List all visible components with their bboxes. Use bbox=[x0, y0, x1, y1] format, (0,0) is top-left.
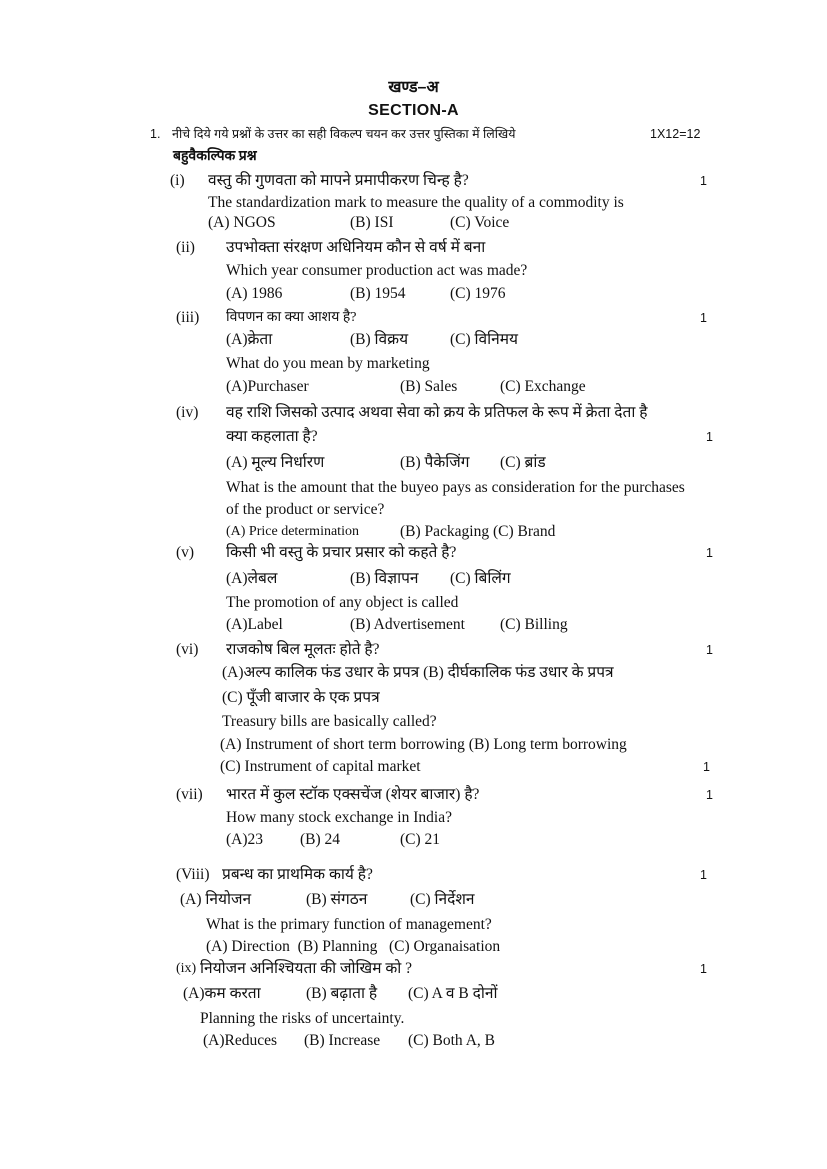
question-mark: 1 bbox=[700, 868, 707, 882]
option: (A) NGOS bbox=[208, 214, 276, 231]
option: (B) Advertisement bbox=[350, 616, 465, 633]
instruction-number: 1. bbox=[150, 127, 161, 141]
question-mark: 1 bbox=[706, 643, 713, 657]
option: (A) मूल्य निर्धारण bbox=[226, 454, 325, 471]
instruction-marks: 1X12=12 bbox=[650, 127, 701, 141]
question-number: (iv) bbox=[176, 404, 199, 421]
option: (C) विनिमय bbox=[450, 331, 519, 348]
option: (C) ब्रांड bbox=[500, 454, 546, 471]
option: (B) ISI bbox=[350, 214, 394, 231]
section-title: SECTION-A bbox=[368, 102, 459, 119]
option: (A) Instrument of short term borrowing (B) Long term borrowing bbox=[220, 736, 627, 753]
option: (B) 24 bbox=[300, 831, 341, 848]
option: (A)Reduces bbox=[203, 1032, 278, 1049]
question-mark: 1 bbox=[700, 962, 707, 976]
option: (C) Billing bbox=[500, 616, 568, 633]
question-number: (Viii) bbox=[176, 866, 210, 883]
option: (A) नियोजन bbox=[180, 891, 252, 908]
question-hindi: विपणन का क्या आशय है? bbox=[226, 310, 357, 325]
option: (B) Packaging (C) Brand bbox=[400, 523, 556, 540]
question-english: What is the amount that the buyeo pays as consideration for the purchases bbox=[226, 479, 685, 496]
option: (A) 1986 bbox=[226, 285, 283, 302]
option: (C) Both A, B bbox=[408, 1032, 495, 1049]
question-english: What do you mean by marketing bbox=[226, 355, 430, 372]
option: (A)कम करता bbox=[183, 985, 261, 1002]
question-english: The standardization mark to measure the quality of a commodity is bbox=[208, 194, 624, 211]
question-mark: 1 bbox=[706, 430, 713, 444]
option: (A)क्रेता bbox=[226, 331, 273, 348]
question-hindi: वह राशि जिसको उत्पाद अथवा सेवा को क्रय के प्रतिफल के रूप में क्रेता देता है bbox=[226, 404, 648, 421]
question-hindi: उपभोक्ता संरक्षण अधिनियम कौन से वर्ष में बना bbox=[226, 239, 486, 256]
question-hindi: प्रबन्ध का प्राथमिक कार्य है? bbox=[222, 866, 373, 883]
question-hindi-cont: क्या कहलाता है? bbox=[226, 428, 318, 445]
section-title-hindi: खण्ड–अ bbox=[388, 79, 439, 96]
option: (B) Sales bbox=[400, 378, 458, 395]
instruction-text: नीचे दिये गये प्रश्नों के उत्तर का सही विकल्प चयन कर उत्तर पुस्तिका में लिखिये bbox=[172, 127, 516, 141]
question-english: Planning the risks of uncertainty. bbox=[200, 1010, 405, 1027]
option: (C) 21 bbox=[400, 831, 441, 848]
option: (C) Instrument of capital market bbox=[220, 758, 421, 775]
option: (C) 1976 bbox=[450, 285, 506, 302]
question-english: What is the primary function of management? bbox=[206, 916, 492, 933]
option: (C) बिलिंग bbox=[450, 570, 511, 587]
question-mark: 1 bbox=[700, 311, 707, 325]
option: (A)अल्प कालिक फंड उधार के प्रपत्र (B) दीर्घकालिक फंड उधार के प्रपत्र bbox=[222, 664, 614, 681]
option: (A)23 bbox=[226, 831, 264, 848]
option: (A)Purchaser bbox=[226, 378, 309, 395]
question-number: (i) bbox=[170, 172, 185, 189]
question-english: Treasury bills are basically called? bbox=[222, 713, 437, 730]
question-number: (vii) bbox=[176, 786, 203, 803]
option: (C) पूँजी बाजार के एक प्रपत्र bbox=[222, 689, 380, 706]
option: (C) निर्देशन bbox=[410, 891, 475, 908]
question-number: (v) bbox=[176, 544, 195, 561]
option: (B) संगठन bbox=[306, 891, 368, 908]
question-number: (iii) bbox=[176, 309, 200, 326]
question-english-cont: of the product or service? bbox=[226, 501, 385, 518]
question-hindi: वस्तु की गुणवता को मापने प्रमापीकरण चिन्ह है? bbox=[208, 172, 469, 189]
question-mark: 1 bbox=[706, 788, 713, 802]
question-mark: 1 bbox=[700, 174, 707, 188]
question-hindi: किसी भी वस्तु के प्रचार प्रसार को कहते है? bbox=[226, 544, 457, 561]
instruction-subtitle: बहुवैकल्पिक प्रश्न bbox=[173, 149, 257, 164]
option: (A)Label bbox=[226, 616, 283, 633]
question-number: (ix) bbox=[176, 961, 197, 976]
option: (B) Increase bbox=[304, 1032, 381, 1049]
option: (B) विज्ञापन bbox=[350, 570, 419, 587]
question-mark: 1 bbox=[703, 760, 710, 774]
question-number: (ii) bbox=[176, 239, 195, 256]
option: (A)लेबल bbox=[226, 570, 278, 587]
option: (C) Exchange bbox=[500, 378, 586, 395]
option: (C) A व B दोनों bbox=[408, 985, 498, 1002]
option: (B) पैकेजिंग bbox=[400, 454, 470, 471]
question-mark: 1 bbox=[706, 546, 713, 560]
question-english: How many stock exchange in India? bbox=[226, 809, 452, 826]
option: (B) विक्रय bbox=[350, 331, 409, 348]
option: (A) Direction (B) Planning (C) Organaisation bbox=[206, 938, 501, 955]
option: (A) Price determination bbox=[226, 524, 359, 539]
question-english: Which year consumer production act was made? bbox=[226, 262, 528, 279]
option: (B) बढ़ाता है bbox=[306, 985, 378, 1002]
question-hindi: राजकोष बिल मूलतः होते है? bbox=[226, 641, 380, 658]
option: (C) Voice bbox=[450, 214, 510, 231]
question-number: (vi) bbox=[176, 641, 199, 658]
option: (B) 1954 bbox=[350, 285, 406, 302]
question-english: The promotion of any object is called bbox=[226, 594, 459, 611]
question-hindi: भारत में कुल स्टॉक एक्सचेंज (शेयर बाजार) है? bbox=[226, 786, 480, 803]
question-hindi: नियोजन अनिश्चियता की जोखिम को ? bbox=[200, 960, 413, 977]
